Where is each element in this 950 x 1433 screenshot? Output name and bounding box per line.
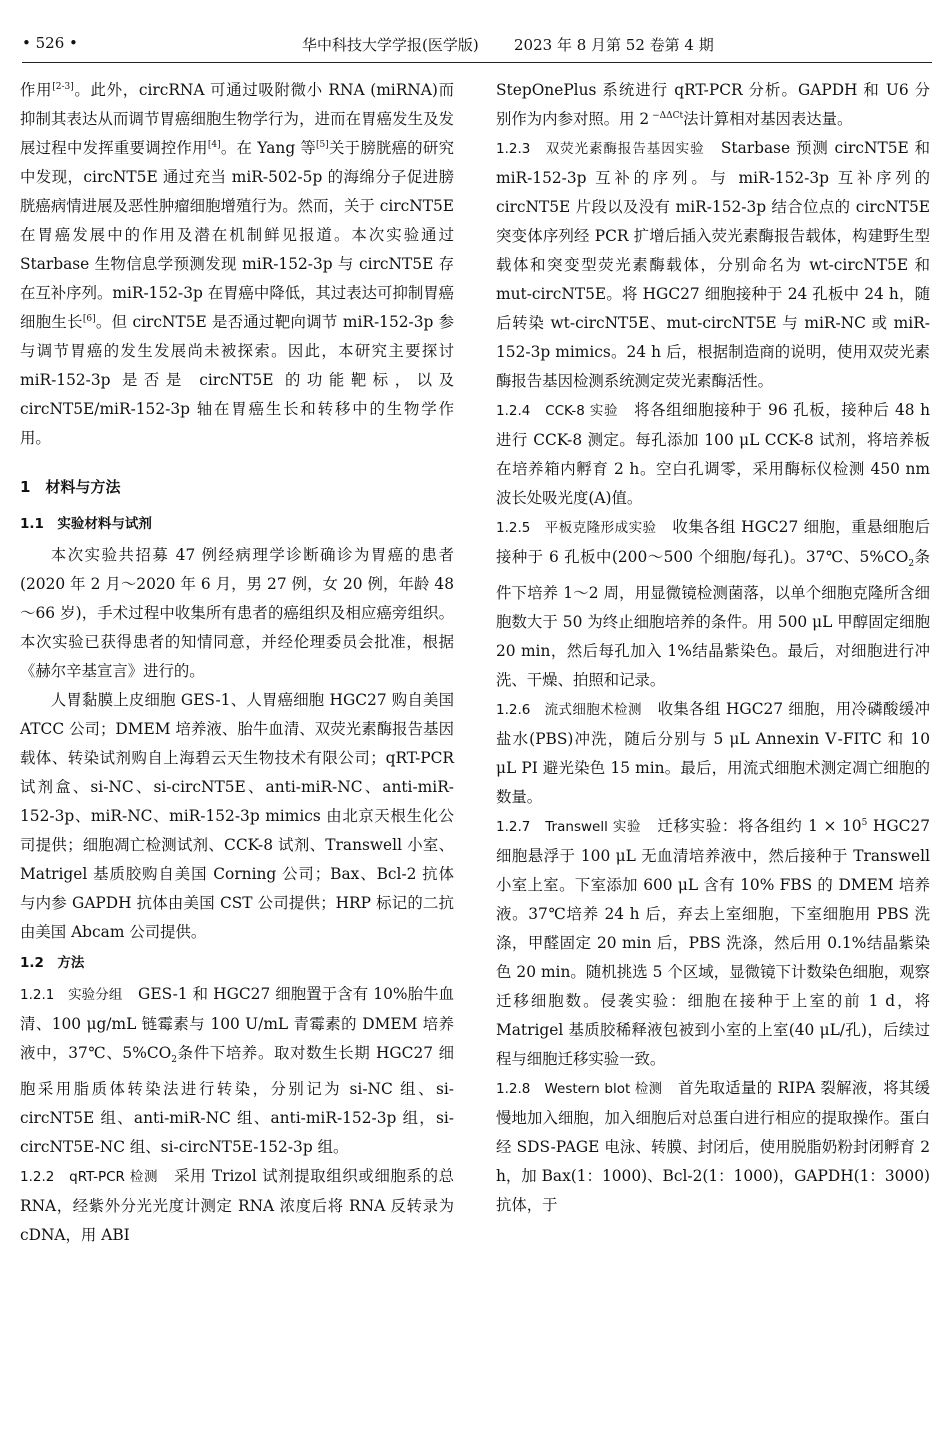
- intro-text-4: 关于膀胱癌的研究中发现，circNT5E 通过充当 miR-502-5p 的海绵分子促进膀胱癌病情进展及恶性肿瘤细胞增殖行为。然而，关于 circNT5E 在胃癌发展中的作用及潜在机制鲜见报道。本次实验通过 Starbase 生物信息学预测发现 miR-152-3p 与 circNT5E 存在互补序列。miR-152-3p 在胃癌中降低，其过表达可抑制胃癌细胞生长: [20, 139, 455, 331]
- method-text: 将各组细胞接种于 96 孔板，接种后 48 h 进行 CCK-8 测定。每孔添加 100 μL CCK-8 试剂，将培养板在培养箱内孵育 2 h。空白孔调零，采用酶标仪检测 450 nm 波长处吸光度(A)值。: [496, 401, 930, 507]
- method-text: 收集各组 HGC27 细胞，重悬细胞后接种于 6 孔板中(200～500 个细胞/每孔)。37℃、5%CO: [496, 518, 930, 566]
- citation: [2-3]: [52, 81, 74, 92]
- method-text: 迁移实验：将各组约 1 × 10: [641, 817, 862, 836]
- method-1-2-6: [496, 695, 930, 812]
- method-1-2-7: [496, 812, 930, 1074]
- method-1-2-4: [496, 396, 930, 513]
- subsection-heading: 1.1 实验材料与试剂: [20, 516, 152, 532]
- method-text: 收集各组 HGC27 细胞，用冷磷酸缓冲盐水(PBS)冲洗，随后分别与 5 μL Annexin Ⅴ-FITC 和 10 μL PI 避光染色 15 min。最后，用流式细胞术测定凋亡细胞的数量。: [496, 700, 930, 807]
- journal-title: 华中科技大学学报(医学版): [302, 36, 479, 54]
- intro-text-1: 作用: [20, 81, 53, 99]
- method-1-2-5: [496, 513, 930, 695]
- method-1-2-2: [20, 1162, 454, 1250]
- method-text: HGC27 细胞悬浮于 100 μL 无血清培养液中，然后接种于 Transwell 小室上室。下室添加 600 μL 含有 10% FBS 的 DMEM 培养液。37℃培养 24 h 后，弃去上室细胞，下室细胞用 PBS 洗涤，甲醛固定 20 min 后，PBS 洗涤，然后用 0.1%结晶紫染色 20 min。随机挑选 5 个区域，显微镜下计数染色细胞，观察迁移细胞数。侵袭实验：细胞在接种于上室的前 1 d，将 Matrigel 基质胶稀释液包被到小室的上室(40 μL/孔)，后续过程与细胞迁移实验一致。: [496, 817, 931, 1069]
- subscript: 2: [171, 1055, 177, 1066]
- superscript: 5: [861, 817, 868, 828]
- method-title: 1.2.6 流式细胞术检测: [496, 702, 642, 719]
- qrt-pcr-continued: [496, 76, 930, 134]
- citation: [5]: [316, 139, 329, 150]
- method-1-2-3: [496, 134, 930, 396]
- method-text: 条件下培养 1～2 周，用显微镜检测菌落，以单个细胞克隆所含细胞数大于 50 为终止细胞培养的条件。用 500 μL 甲醇固定细胞 20 min，然后每孔加入 1%结晶紫染色。最后，对细胞进行冲洗、干燥、拍照和记录。: [496, 548, 930, 690]
- citation: [4]: [207, 139, 221, 150]
- materials-paragraph-2: 人胃黏膜上皮细胞 GES-1、人胃癌细胞 HGC27 购自美国 ATCC 公司；DMEM 培养液、胎牛血清、双荧光素酶报告基因载体、转染试剂购自上海碧云天生物技术有限公司；qRT-PCR 试剂盒、si-NC、si-circNT5E、anti-miR-NC、anti-miR-152-3p、miR-NC、miR-152-3p mimics 由北京天根生化公司提供；细胞凋亡检测试剂、CCK-8 试剂、Transwell 小室、Matrigel 基质胶购自美国 Corning 公司；Bax、Bcl-2 抗体与内参 GAPDH 抗体由美国 CST 公司提供；HRP 标记的二抗由美国 Abcam 公司提供。: [20, 691, 454, 941]
- method-text: GES-1 和 HGC27 细胞置于含有 10%胎牛血清、100 μg/mL 链霉素与 100 U/mL 青霉素的 DMEM 培养液中，37℃、5%CO: [20, 985, 454, 1062]
- left-column: [20, 76, 454, 1250]
- section-heading: 1 材料与方法: [20, 478, 121, 496]
- header-rule: [22, 62, 932, 63]
- running-header: [22, 34, 932, 60]
- method-text: Starbase 预测 circNT5E 和 miR-152-3p 互补的序列。与 miR-152-3p 互补序列的 circNT5E 片段以及没有 miR-152-3p 结合位点的 circNT5E 突变体序列经 PCR 扩增后插入荧光素酶报告载体，构建野生型载体和突变型荧光素酶载体，分别命名为 wt-circNT5E 和 mut-circNT5E。将 HGC27 细胞接种于 24 孔板中 24 h，随后转染 wt-circNT5E、mut-circNT5E 与 miR-NC 或 miR-152-3p mimics。24 h 后，根据制造商的说明，使用双荧光素酶报告基因检测系统测定荧光素酶活性。: [496, 139, 930, 390]
- method-title: 1.2.2 qRT-PCR 检测: [20, 1169, 159, 1186]
- subsection-heading: 1.2 方法: [20, 955, 85, 971]
- materials-paragraph-1: 本次实验共招募 47 例经病理学诊断确诊为胃癌的患者(2020 年 2 月～2020 年 6 月，男 27 例，女 20 例，年龄 48～66 岁)，手术过程中收集所有患者的癌组织及相应癌旁组织。本次实验已获得患者的知情同意，并经伦理委员会批准，根据《赫尔辛基宣言》进行的。: [20, 546, 454, 680]
- method-title: 1.2.8 Western blot 检测: [496, 1081, 663, 1098]
- method-text: 采用 Trizol 试剂提取组织或细胞系的总 RNA，经紫外分光光度计测定 RNA 浓度后将 RNA 反转录为 cDNA，用 ABI: [20, 1167, 454, 1245]
- method-title: 1.2.7 Transwell 实验: [496, 819, 642, 836]
- method-title: 1.2.5 平板克隆形成实验: [496, 520, 657, 536]
- method-title: 1.2.3 双荧光素酶报告基因实验: [496, 141, 705, 157]
- intro-text-2: 。此外，circRNA 可通过吸附微小 RNA (miRNA)而抑制其表达从而调节胃癌细胞生物学行为，进而在胃癌发生及发展过程中发挥重要调控作用: [20, 81, 454, 157]
- right-column: [496, 76, 930, 1220]
- method-text: StepOnePlus 系统进行 qRT-PCR 分析。GAPDH 和 U6 分别作为内参对照。用 2: [496, 81, 930, 128]
- intro-text-5: 。但 circNT5E 是否通过靶向调节 miR-152-3p 参与调节胃癌的发生发展尚未被探索。因此，本研究主要探讨 miR-152-3p 是否是 circNT5E 的功能靶标，以及 circNT5E/miR-152-3p 轴在胃癌生长和转移中的生物学作用。: [20, 313, 454, 447]
- method-1-2-1: [20, 980, 454, 1162]
- delta-ct-superscript: −ΔΔCt: [649, 110, 684, 121]
- subscript: 2: [908, 559, 915, 570]
- issue-info: 2023 年 8 月第 52 卷第 4 期: [514, 36, 714, 54]
- method-text: 首先取适量的 RIPA 裂解液，将其缓慢地加入细胞，加入细胞后对总蛋白进行相应的提取操作。蛋白经 SDS-PAGE 电泳、转膜、封闭后，使用脱脂奶粉封闭孵育 2 h，加 Bax(1：1000)、Bcl-2(1：1000)，GAPDH(1：3000)抗体，于: [496, 1079, 930, 1215]
- method-text: 法计算相对基因表达量。: [683, 110, 853, 128]
- method-text: 条件下培养。取对数生长期 HGC27 细胞采用脂质体转染法进行转染，分别记为 si-NC 组、si-circNT5E 组、anti-miR-NC 组、anti-miR-152-3p 组，si-circNT5E-NC 组、si-circNT5E-152-3p 组。: [20, 1044, 454, 1157]
- intro-text-3: 。在 Yang 等: [220, 139, 317, 157]
- citation: [6]: [82, 313, 96, 324]
- method-title: 1.2.1 实验分组: [20, 987, 123, 1003]
- method-1-2-8: [496, 1074, 930, 1220]
- page-number: • 526 •: [22, 34, 78, 52]
- intro-paragraph: [20, 76, 454, 453]
- method-title: 1.2.4 CCK-8 实验: [496, 403, 619, 419]
